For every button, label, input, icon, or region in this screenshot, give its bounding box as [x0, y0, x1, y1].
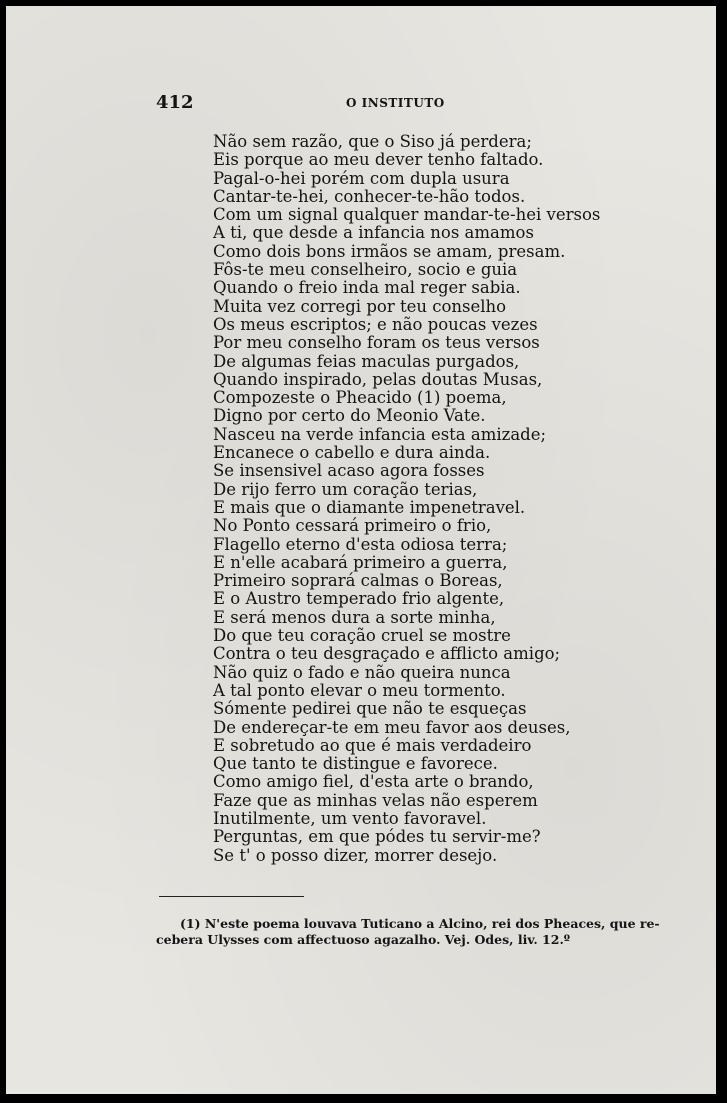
verse-line: Digno por certo do Meonio Vate. — [213, 406, 486, 426]
verse-line: Do que teu coração cruel se mostre — [213, 626, 511, 646]
verse-line: E o Austro temperado frio algente, — [213, 589, 505, 609]
verse-line: De endereçar-te em meu favor aos deuses, — [213, 717, 571, 737]
verse-line: Sómente pedirei que não te esqueças — [213, 699, 527, 719]
verse-line: Não sem razão, que o Siso já perdera; — [213, 132, 532, 151]
verse-line: De rijo ferro um coração terias, — [213, 479, 478, 499]
verse-line: Compozeste o Pheacido (1) poema, — [213, 388, 507, 408]
verse-line: Os meus escriptos; e não poucas vezes — [213, 314, 538, 334]
verse-line: Se insensivel acaso agora fosses — [213, 461, 485, 481]
verse-line: Contra o teu desgraçado e afflicto amigo; — [213, 644, 561, 664]
book-page — [6, 6, 716, 1094]
verse-line: Que tanto te distingue e favorece. — [213, 754, 498, 774]
verse-line: Cantar-te-hei, conhecer-te-hão todos. — [213, 186, 526, 206]
verse-line: A tal ponto elevar o meu tormento. — [213, 680, 506, 700]
verse-line: Muita vez corregi por teu conselho — [213, 296, 507, 316]
verse-line: Faze que as minhas velas não esperem — [213, 790, 538, 810]
verse-line: No Ponto cessará primeiro o frio, — [213, 516, 492, 536]
verse-line: Quando inspirado, pelas doutas Musas, — [213, 369, 543, 389]
verse-line: Como amigo fiel, d'esta arte o brando, — [213, 772, 534, 792]
verse-line: A ti, que desde a infancia nos amamos — [213, 223, 534, 243]
verse-line: Com um signal qualquer mandar-te-hei versos — [213, 205, 601, 225]
verse-line: Se t' o posso dizer, morrer desejo. — [213, 845, 498, 865]
verse-line: E mais que o diamante impenetravel. — [213, 497, 526, 517]
verse-line: E sobretudo ao que é mais verdadeiro — [213, 735, 532, 755]
verse-line: De algumas feias maculas purgados, — [213, 351, 520, 371]
verse-line: Não quiz o fado e não queira nunca — [213, 662, 511, 682]
running-title: O INSTITUTO — [346, 96, 445, 110]
footnote-line: (1) N'este poema louvava Tuticano a Alcino, rei dos Pheaces, que re- — [180, 916, 660, 931]
verse-line: Primeiro soprará calmas o Boreas, — [213, 571, 503, 591]
verse-line: Inutilmente, um vento favoravel. — [213, 808, 487, 828]
footnote-divider — [159, 896, 304, 897]
verse-line: Perguntas, em que pódes tu servir-me? — [213, 827, 541, 847]
verse-line: Nasceu na verde infancia esta amizade; — [213, 424, 547, 444]
page-number: 412 — [156, 92, 194, 113]
verse-line: Fôs-te meu conselheiro, socio e guia — [213, 260, 518, 280]
footnote — [156, 916, 660, 948]
verse-line: Pagal-o-hei porém com dupla usura — [213, 168, 510, 188]
verse-line: Quando o freio inda mal reger sabia. — [213, 278, 521, 298]
verse-line: E n'elle acabará primeiro a guerra, — [213, 552, 508, 572]
verse-line: Como dois bons irmãos se amam, presam. — [213, 241, 566, 261]
footnote-line: cebera Ulysses com affectuoso agazalho. Vej. Odes, liv. 12.º — [156, 932, 571, 947]
verse-line: Encanece o cabello e dura ainda. — [213, 443, 491, 463]
verse-line: Por meu conselho foram os teus versos — [213, 333, 540, 353]
poem-body — [213, 133, 633, 865]
verse-line: Eis porque ao meu dever tenho faltado. — [213, 150, 544, 170]
verse-line: E será menos dura a sorte minha, — [213, 607, 496, 627]
page-header — [156, 92, 456, 116]
verse-line: Flagello eterno d'esta odiosa terra; — [213, 534, 508, 554]
